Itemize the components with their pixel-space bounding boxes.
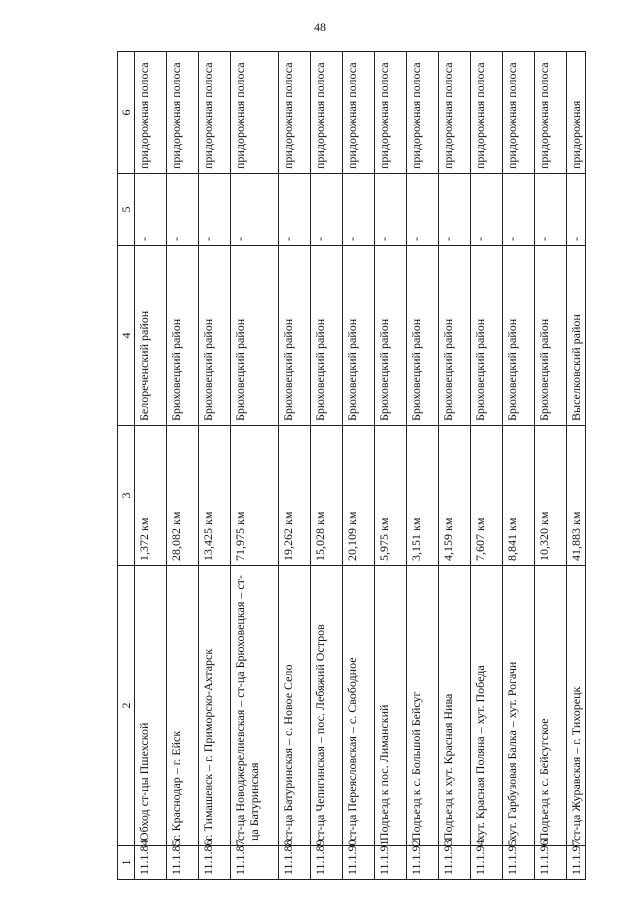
road-name: г. Краснодар – г. Ейск bbox=[167, 566, 199, 846]
table-header-row bbox=[118, 52, 135, 880]
table-row bbox=[503, 52, 535, 880]
road-table bbox=[117, 51, 586, 880]
district: Брюховецкий район bbox=[439, 246, 471, 426]
table-row bbox=[407, 52, 439, 880]
zone-type: придорожная полоса bbox=[375, 52, 407, 174]
row-id: 11.1.90 bbox=[343, 846, 375, 880]
road-name: ст-ца Батуринская – с. Новое Село bbox=[279, 566, 311, 846]
row-id: 11.1.91 bbox=[375, 846, 407, 880]
road-length: 71,975 км bbox=[231, 426, 279, 566]
column-header-5: 5 bbox=[118, 174, 135, 246]
col5-value: - bbox=[503, 174, 535, 246]
column-header-2: 2 bbox=[118, 566, 135, 846]
row-id: 11.1.94 bbox=[471, 846, 503, 880]
road-length: 8,841 км bbox=[503, 426, 535, 566]
table-row bbox=[199, 52, 231, 880]
column-header-1: 1 bbox=[118, 846, 135, 880]
table-row bbox=[167, 52, 199, 880]
road-length: 20,109 км bbox=[343, 426, 375, 566]
row-id: 11.1.87 bbox=[231, 846, 279, 880]
zone-type: придорожная полоса bbox=[231, 52, 279, 174]
col5-value: - bbox=[231, 174, 279, 246]
road-name: Обход ст-цы Пшехской bbox=[135, 566, 167, 846]
road-length: 28,082 км bbox=[167, 426, 199, 566]
zone-type: придорожная полоса bbox=[407, 52, 439, 174]
row-id: 11.1.85 bbox=[167, 846, 199, 880]
row-id: 11.1.84 bbox=[135, 846, 167, 880]
district: Брюховецкий район bbox=[279, 246, 311, 426]
district: Белореченский район bbox=[135, 246, 167, 426]
road-length: 7,607 км bbox=[471, 426, 503, 566]
road-name: г. Тимашевск – г. Приморско-Ахтарск bbox=[199, 566, 231, 846]
district: Брюховецкий район bbox=[343, 246, 375, 426]
road-name: хут. Красная Поляна – хут. Победа bbox=[471, 566, 503, 846]
col5-value: - bbox=[535, 174, 567, 246]
row-id: 11.1.93 bbox=[439, 846, 471, 880]
col5-value: - bbox=[167, 174, 199, 246]
zone-type: придорожная полоса bbox=[311, 52, 343, 174]
col5-value: - bbox=[311, 174, 343, 246]
table-row bbox=[471, 52, 503, 880]
column-header-4: 4 bbox=[118, 246, 135, 426]
zone-type: придорожная полоса bbox=[535, 52, 567, 174]
road-name: ст-ца Чепигинская – пос. Лебяжий Остров bbox=[311, 566, 343, 846]
table-row bbox=[375, 52, 407, 880]
district: Брюховецкий район bbox=[471, 246, 503, 426]
table-row bbox=[439, 52, 471, 880]
zone-type: придорожная полоса bbox=[135, 52, 167, 174]
district: Брюховецкий район bbox=[167, 246, 199, 426]
road-length: 41,883 км bbox=[567, 426, 586, 566]
road-length: 5,975 км bbox=[375, 426, 407, 566]
zone-type: придорожная bbox=[567, 52, 586, 174]
zone-type: придорожная полоса bbox=[471, 52, 503, 174]
row-id: 11.1.88 bbox=[279, 846, 311, 880]
district: Брюховецкий район bbox=[231, 246, 279, 426]
road-length: 13,425 км bbox=[199, 426, 231, 566]
zone-type: придорожная полоса bbox=[439, 52, 471, 174]
zone-type: придорожная полоса bbox=[279, 52, 311, 174]
col5-value: - bbox=[343, 174, 375, 246]
district: Брюховецкий район bbox=[375, 246, 407, 426]
road-name: Подъезд к с. Бейсугское bbox=[535, 566, 567, 846]
road-length: 15,028 км bbox=[311, 426, 343, 566]
road-name: Подъезд к хут. Красная Нива bbox=[439, 566, 471, 846]
col5-value: - bbox=[407, 174, 439, 246]
row-id: 11.1.89 bbox=[311, 846, 343, 880]
table-row bbox=[231, 52, 279, 880]
road-length: 19,262 км bbox=[279, 426, 311, 566]
column-header-3: 3 bbox=[118, 426, 135, 566]
column-header-6: 6 bbox=[118, 52, 135, 174]
zone-type: придорожная полоса bbox=[343, 52, 375, 174]
road-name: ст-ца Журавская – г. Тихорецк bbox=[567, 566, 586, 846]
road-name: хут. Гарбузовая Балка – хут. Рогачи bbox=[503, 566, 535, 846]
table-row bbox=[279, 52, 311, 880]
col5-value: - bbox=[199, 174, 231, 246]
road-length: 3,151 км bbox=[407, 426, 439, 566]
row-id: 11.1.86 bbox=[199, 846, 231, 880]
road-name: Подъезд к с. Большой Бейсуг bbox=[407, 566, 439, 846]
road-name: ст-ца Новоджерелиевская – ст-ца Брюховецкая – ст-ца Батуринская bbox=[231, 566, 279, 846]
district: Выселковский район bbox=[567, 246, 586, 426]
road-length: 4,159 км bbox=[439, 426, 471, 566]
col5-value: - bbox=[375, 174, 407, 246]
district: Брюховецкий район bbox=[199, 246, 231, 426]
road-length: 1,372 км bbox=[135, 426, 167, 566]
road-name: Подъезд к пос. Лиманский bbox=[375, 566, 407, 846]
zone-type: придорожная полоса bbox=[167, 52, 199, 174]
table-row bbox=[135, 52, 167, 880]
col5-value: - bbox=[279, 174, 311, 246]
col5-value: - bbox=[567, 174, 586, 246]
road-length: 10,320 км bbox=[535, 426, 567, 566]
row-id: 11.1.95 bbox=[503, 846, 535, 880]
table-row bbox=[567, 52, 586, 880]
district: Брюховецкий район bbox=[503, 246, 535, 426]
row-id: 11.1.92 bbox=[407, 846, 439, 880]
row-id: 11.1.96 bbox=[535, 846, 567, 880]
table-row bbox=[535, 52, 567, 880]
district: Брюховецкий район bbox=[535, 246, 567, 426]
col5-value: - bbox=[439, 174, 471, 246]
district: Брюховецкий район bbox=[407, 246, 439, 426]
zone-type: придорожная полоса bbox=[199, 52, 231, 174]
district: Брюховецкий район bbox=[311, 246, 343, 426]
road-name: ст-ца Переясловская – с. Свободное bbox=[343, 566, 375, 846]
row-id: 11.1.97 bbox=[567, 846, 586, 880]
col5-value: - bbox=[135, 174, 167, 246]
col5-value: - bbox=[471, 174, 503, 246]
table-row bbox=[343, 52, 375, 880]
page-number: 48 bbox=[314, 20, 326, 34]
table-container bbox=[117, 52, 582, 880]
zone-type: придорожная полоса bbox=[503, 52, 535, 174]
table-row bbox=[311, 52, 343, 880]
